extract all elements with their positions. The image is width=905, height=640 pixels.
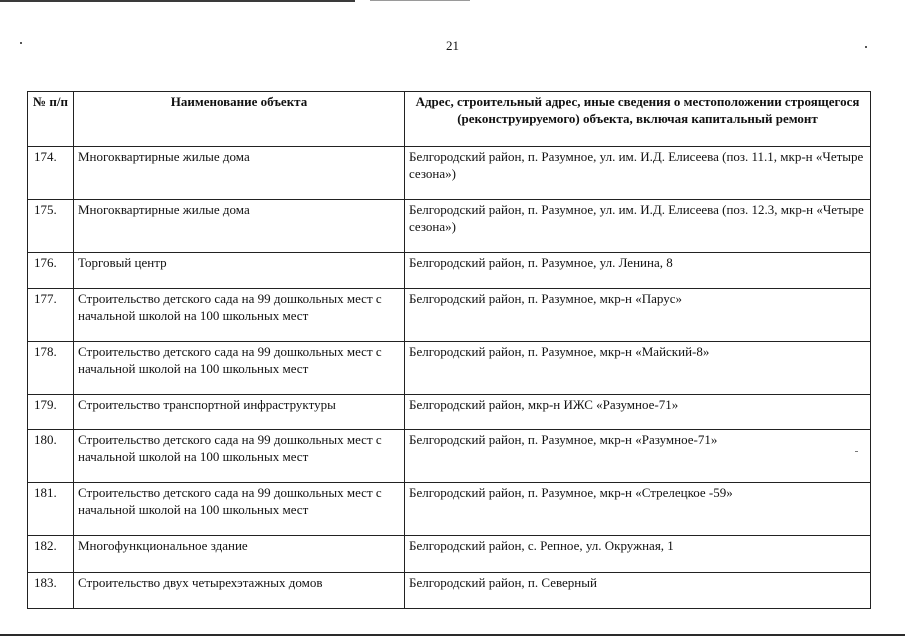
row-object-name: Строительство детского сада на 99 дошкольных мест с начальной школой на 100 школьных мест — [74, 289, 405, 342]
table-row — [28, 395, 871, 430]
row-address: Белгородский район, п. Северный — [405, 573, 871, 609]
scan-speck-mark — [855, 451, 858, 452]
scan-edge-top — [0, 0, 355, 2]
table-row — [28, 573, 871, 609]
row-object-name: Строительство двух четырехэтажных домов — [74, 573, 405, 609]
table-row — [28, 253, 871, 289]
row-address: Белгородский район, п. Разумное, ул. им. И.Д. Елисеева (поз. 12.3, мкр-н «Четыре сезона») — [405, 200, 871, 253]
row-number: 178. — [28, 342, 74, 395]
row-object-name: Многоквартирные жилые дома — [74, 147, 405, 200]
row-object-name: Строительство детского сада на 99 дошкольных мест с начальной школой на 100 школьных мест — [74, 483, 405, 536]
row-address: Белгородский район, п. Разумное, мкр-н «Парус» — [405, 289, 871, 342]
row-address: Белгородский район, п. Разумное, мкр-н «Майский-8» — [405, 342, 871, 395]
row-object-name: Строительство детского сада на 99 дошкольных мест с начальной школой на 100 школьных мест — [74, 430, 405, 483]
header-number: № п/п — [28, 92, 74, 147]
table-row — [28, 430, 871, 483]
row-address: Белгородский район, п. Разумное, мкр-н «Стрелецкое -59» — [405, 483, 871, 536]
table-row — [28, 289, 871, 342]
row-address: Белгородский район, мкр-н ИЖС «Разумное-71» — [405, 395, 871, 430]
row-number: 175. — [28, 200, 74, 253]
row-object-name: Многофункциональное здание — [74, 536, 405, 573]
table-row — [28, 536, 871, 573]
row-number: 182. — [28, 536, 74, 573]
row-object-name: Торговый центр — [74, 253, 405, 289]
table-row — [28, 200, 871, 253]
header-address: Адрес, строительный адрес, иные сведения о местоположении строящегося (реконструируемого) объекта, включая капитальный ремонт — [405, 92, 871, 147]
row-address: Белгородский район, п. Разумное, ул. им. И.Д. Елисеева (поз. 11.1, мкр-н «Четыре сезона») — [405, 147, 871, 200]
table-row — [28, 342, 871, 395]
row-number: 177. — [28, 289, 74, 342]
row-object-name: Строительство детского сада на 99 дошкольных мест с начальной школой на 100 школьных мест — [74, 342, 405, 395]
row-number: 183. — [28, 573, 74, 609]
header-object-name: Наименование объекта — [74, 92, 405, 147]
page-number: 21 — [446, 38, 459, 53]
row-address: Белгородский район, с. Репное, ул. Окружная, 1 — [405, 536, 871, 573]
row-number: 176. — [28, 253, 74, 289]
row-number: 181. — [28, 483, 74, 536]
scan-edge-top-faint — [370, 0, 470, 1]
row-number: 174. — [28, 147, 74, 200]
row-object-name: Многоквартирные жилые дома — [74, 200, 405, 253]
row-address: Белгородский район, п. Разумное, мкр-н «Разумное-71» — [405, 430, 871, 483]
row-number: 180. — [28, 430, 74, 483]
table-row — [28, 147, 871, 200]
row-address: Белгородский район, п. Разумное, ул. Ленина, 8 — [405, 253, 871, 289]
row-object-name: Строительство транспортной инфраструктуры — [74, 395, 405, 430]
table-row — [28, 483, 871, 536]
row-number: 179. — [28, 395, 74, 430]
scan-edge-bottom — [0, 634, 905, 636]
objects-table — [27, 91, 871, 609]
table-header-row — [28, 92, 871, 147]
